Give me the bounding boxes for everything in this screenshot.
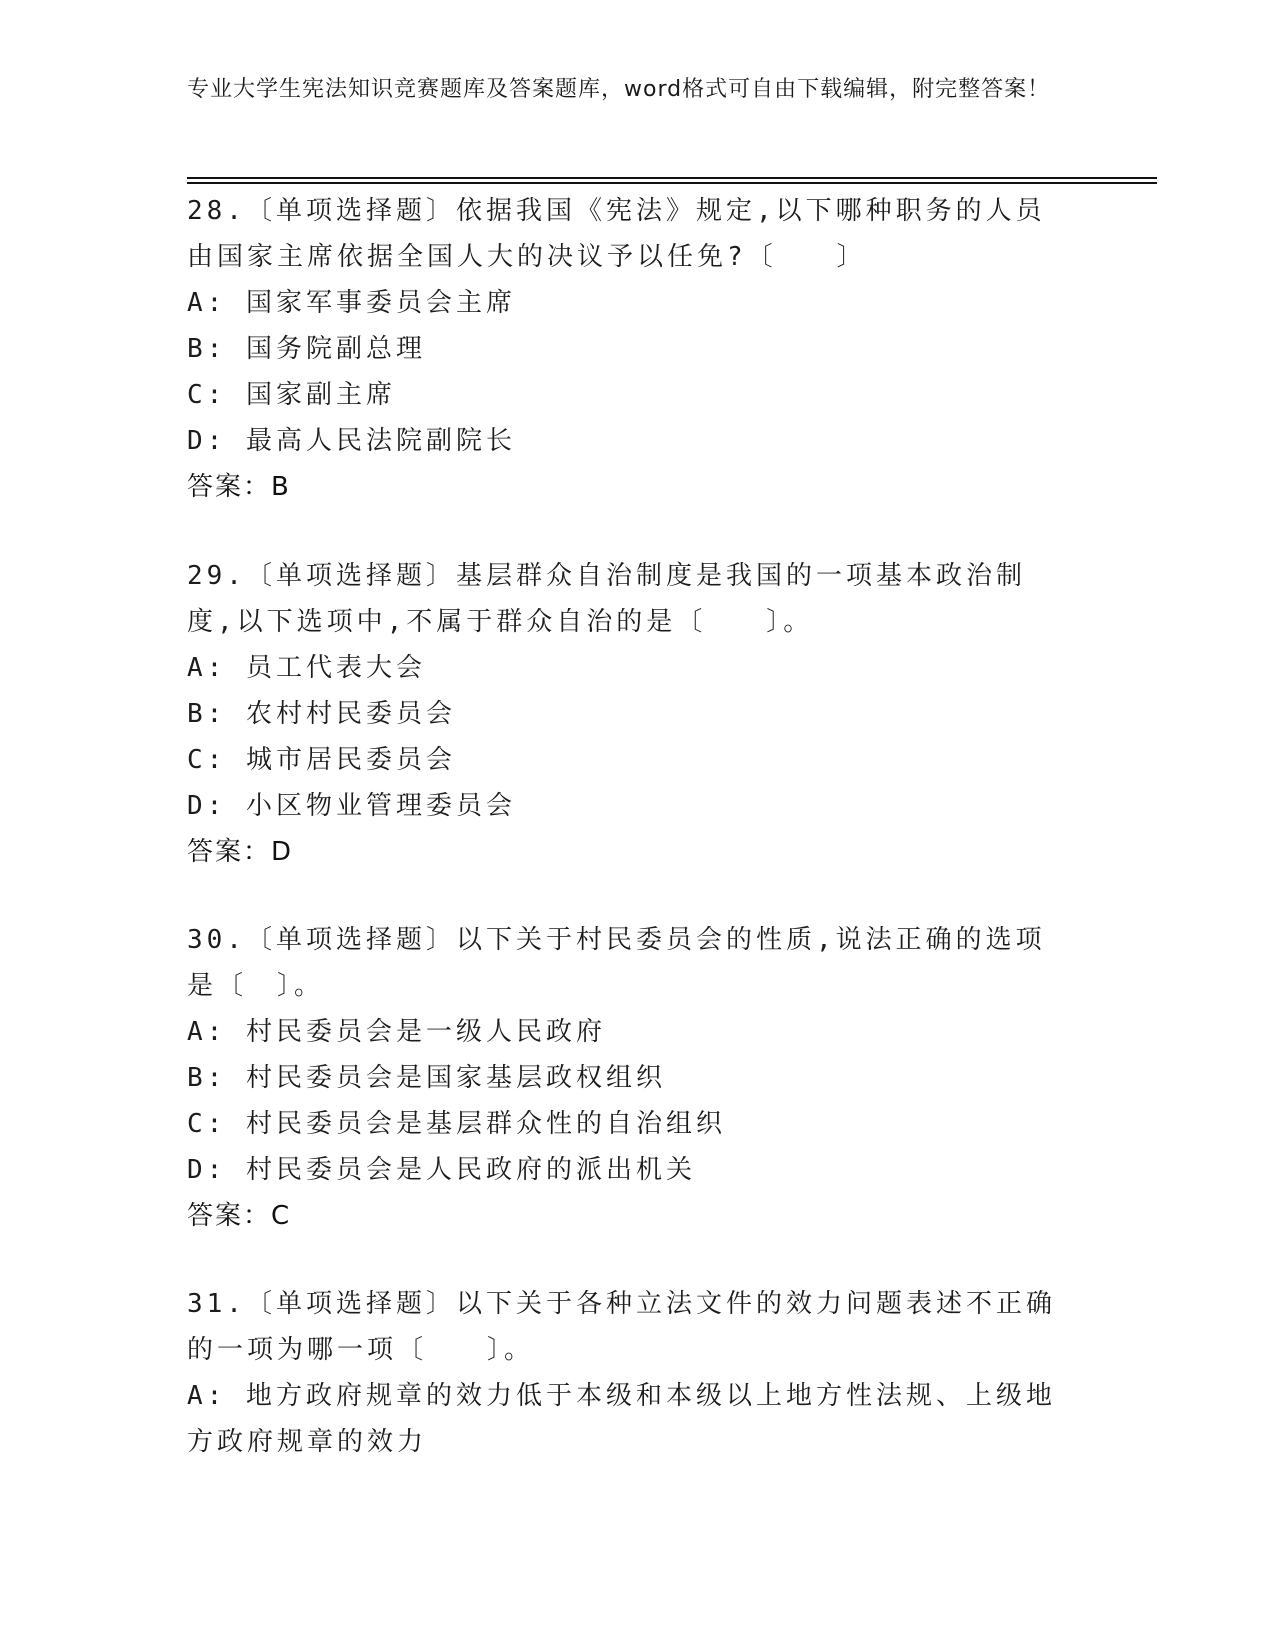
option-d: D: 最高人民法院副院长 [187, 426, 516, 456]
option-a: A: 村民委员会是一级人民政府 [187, 1017, 606, 1047]
option-a: A: 地方政府规章的效力低于本级和本级以上地方性法规、上级地方政府规章的效力 [187, 1381, 1056, 1457]
header-divider-bottom [187, 182, 1157, 184]
option-d: D: 村民委员会是人民政府的派出机关 [187, 1155, 696, 1185]
option-a: A: 国家军事委员会主席 [187, 288, 516, 318]
header-divider-top [187, 177, 1157, 179]
question-stem: 30.〔单项选择题〕以下关于村民委员会的性质,说法正确的选项是〔 〕。 [187, 925, 1046, 1001]
option-c: C: 城市居民委员会 [187, 745, 456, 775]
option-b: B: 国务院副总理 [187, 334, 426, 364]
answer-label: 答案：B [187, 472, 291, 502]
question-stem: 29.〔单项选择题〕基层群众自治制度是我国的一项基本政治制度,以下选项中,不属于群众自治的是〔 〕。 [187, 561, 1026, 637]
option-d: D: 小区物业管理委员会 [187, 791, 516, 821]
option-b: B: 村民委员会是国家基层政权组织 [187, 1063, 666, 1093]
document-header: 专业大学生宪法知识竞赛题库及答案题库，word格式可自由下载编辑，附完整答案！ [187, 77, 1051, 102]
option-a: A: 员工代表大会 [187, 653, 426, 683]
answer-label: 答案：D [187, 837, 294, 867]
answer-label: 答案：C [187, 1201, 292, 1231]
question-29 [187, 553, 1067, 875]
question-28 [187, 188, 1067, 510]
option-b: B: 农村村民委员会 [187, 699, 456, 729]
option-c: C: 国家副主席 [187, 380, 396, 410]
option-c: C: 村民委员会是基层群众性的自治组织 [187, 1109, 726, 1139]
question-30 [187, 917, 1067, 1239]
question-stem: 28.〔单项选择题〕依据我国《宪法》规定,以下哪种职务的人员由国家主席依据全国人大的决议予以任免?〔 〕 [187, 196, 1046, 272]
question-stem: 31.〔单项选择题〕以下关于各种立法文件的效力问题表述不正确的一项为哪一项〔 〕。 [187, 1289, 1056, 1365]
question-31 [187, 1281, 1067, 1465]
